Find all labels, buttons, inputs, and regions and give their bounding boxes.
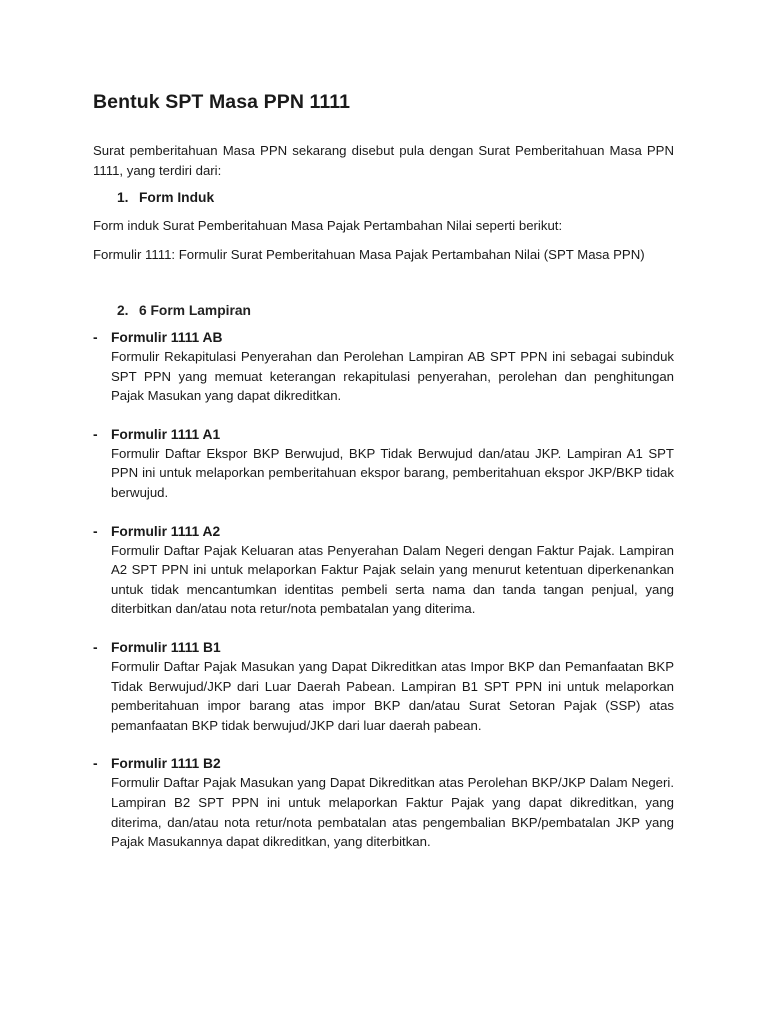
list-item-body: Formulir Daftar Pajak Masukan yang Dapat Dikreditkan atas Perolehan BKP/JKP Dalam Negeri. Lampiran B2 SPT PPN ini untuk melaporkan Faktur Pajak yang dapat dikreditkan, yang diterima, dan/atau nota retur/nota pembatalan atas pengembalian BKP/pembatalan JKP yang Pajak Masukannya dapat dikreditkan, yang diterbitkan. xyxy=(111,775,674,850)
formulir-1111-paragraph: Formulir 1111: Formulir Surat Pemberitahuan Masa Pajak Pertambahan Nilai (SPT Masa PPN) xyxy=(93,246,645,262)
form-induk-paragraph: Form induk Surat Pemberitahuan Masa Pajak Pertambahan Nilai seperti berikut: xyxy=(93,218,563,233)
document-page xyxy=(93,88,674,871)
list-item-title: Formulir 1111 B1 xyxy=(111,639,221,655)
list-item xyxy=(93,328,674,406)
section-number: 1. xyxy=(117,190,129,205)
list-item-title: Formulir 1111 A1 xyxy=(111,426,221,442)
page-title: Bentuk SPT Masa PPN 1111 xyxy=(93,91,351,113)
section-heading-label: Form Induk xyxy=(139,190,215,205)
list-item xyxy=(93,638,674,735)
bullet-dash: - xyxy=(93,756,98,772)
bullet-dash: - xyxy=(93,426,98,442)
list-item-body: Formulir Daftar Ekspor BKP Berwujud, BKP Tidak Berwujud dan/atau JKP. Lampiran A1 SPT PPN ini untuk melaporkan pemberitahuan ekspor barang, pemberitahuan ekspor JKP/BKP tidak berwujud. xyxy=(111,445,674,500)
section-heading-form-lampiran xyxy=(117,301,674,321)
list-item-body: Formulir Rekapitulasi Penyerahan dan Perolehan Lampiran AB SPT PPN ini sebagai subinduk SPT PPN yang memuat keterangan rekapitulasi penyerahan, perolehan dan penghitungan Pajak Masukan yang dapat dikreditkan. xyxy=(111,349,674,404)
list-item-body: Formulir Daftar Pajak Keluaran atas Penyerahan Dalam Negeri dengan Faktur Pajak. Lampiran A2 SPT PPN ini untuk melaporkan Faktur Pajak selain yang menurut ketentuan diperkenankan untuk tidak mencantumkan identitas pembeli serta nama dan tanda tangan penjual, yang diterbitkan dan/atau nota retur/nota pembatalan yang diterima. xyxy=(111,542,674,617)
list-item xyxy=(93,522,674,619)
list-item xyxy=(93,425,674,503)
list-item-header xyxy=(93,754,674,773)
section-heading-label: 6 Form Lampiran xyxy=(139,303,251,318)
list-item-header xyxy=(93,522,674,541)
section-heading-form-induk xyxy=(117,188,674,208)
list-item xyxy=(93,754,674,851)
intro-paragraph: Surat pemberitahuan Masa PPN sekarang disebut pula dengan Surat Pemberitahuan Masa PPN 1111, yang terdiri dari: xyxy=(93,143,674,178)
bullet-dash: - xyxy=(93,330,98,345)
list-item-title: Formulir 1111 A2 xyxy=(111,523,221,539)
list-item-header xyxy=(93,328,674,347)
list-item-title: Formulir 1111 AB xyxy=(111,330,223,345)
lampiran-list xyxy=(93,328,674,852)
list-item-header xyxy=(93,638,674,657)
list-item-header xyxy=(93,425,674,444)
list-item-body: Formulir Daftar Pajak Masukan yang Dapat Dikreditkan atas Impor BKP dan Pemanfaatan BKP Tidak Berwujud/JKP dari Luar Daerah Pabean. Lampiran B1 SPT PPN ini untuk melaporkan pemberitahuan impor barang atas impor BKP dan/atau Surat Setoran Pajak (SSP) atas pemanfaatan BKP tidak berwujud/JKP dari luar daerah pabean. xyxy=(111,658,674,733)
bullet-dash: - xyxy=(93,523,98,539)
section-number: 2. xyxy=(117,303,129,318)
bullet-dash: - xyxy=(93,639,98,655)
list-item-title: Formulir 1111 B2 xyxy=(111,756,221,772)
